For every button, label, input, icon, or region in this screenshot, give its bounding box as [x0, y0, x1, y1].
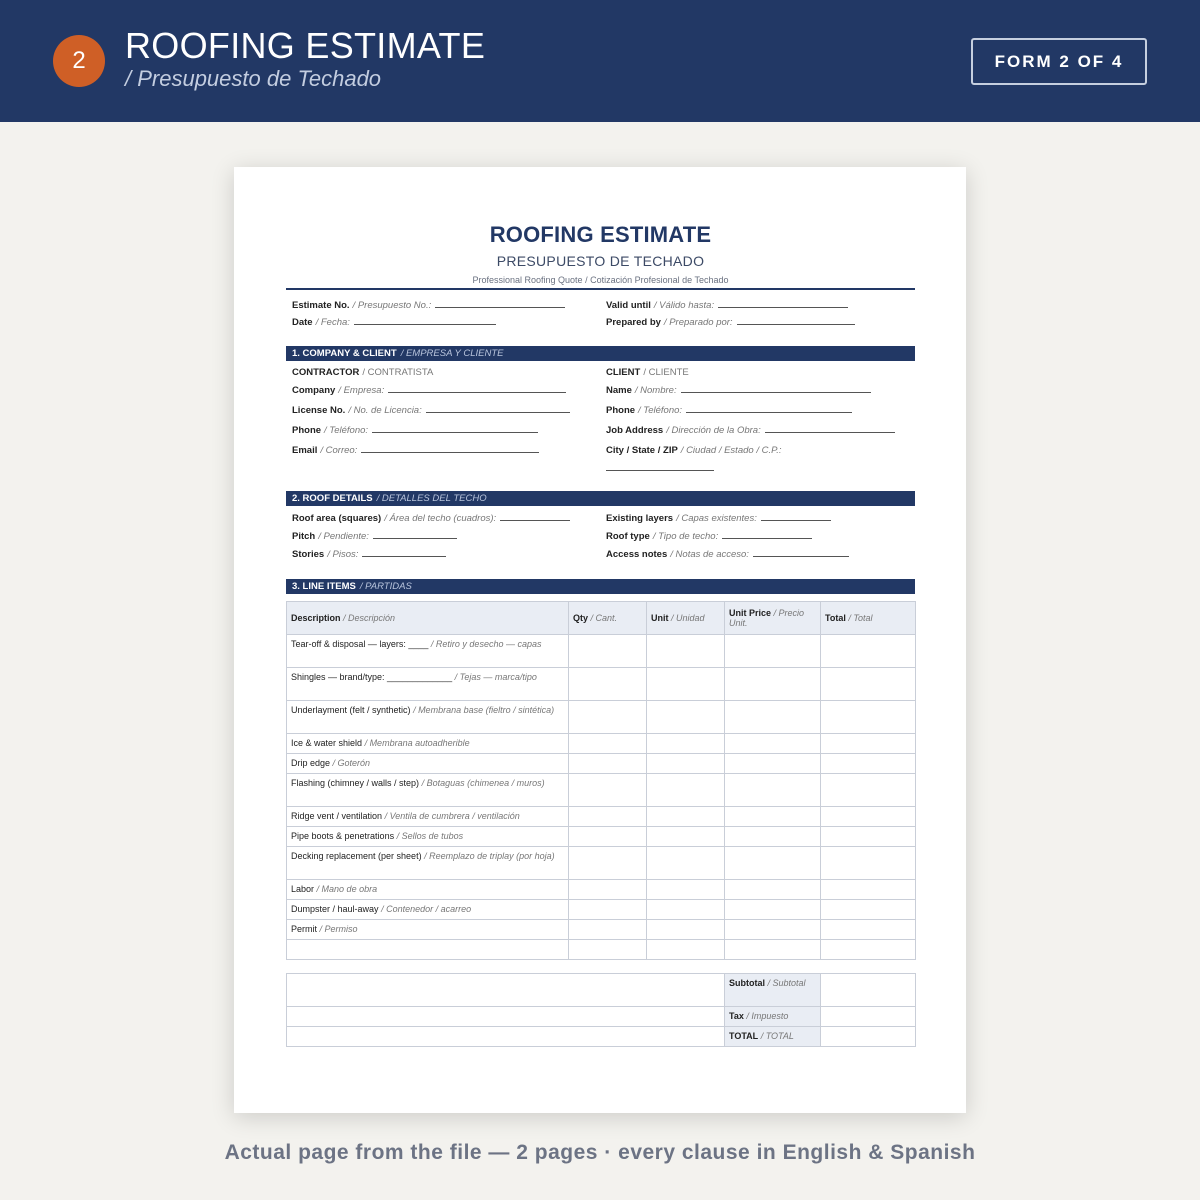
fill-line: [765, 425, 895, 433]
field-label-es: / Fecha:: [315, 317, 350, 328]
table-row: [287, 734, 916, 754]
field-label: Email: [292, 445, 318, 456]
item-label-es: / Ventila de cumbrera / ventilación: [384, 811, 520, 821]
unit-price-cell: [725, 754, 821, 774]
contractor-heading: [292, 367, 433, 378]
unit-cell: [647, 900, 725, 920]
unit-price-cell: [725, 900, 821, 920]
table-header-row: [287, 602, 916, 635]
doc-tagline: Professional Roofing Quote / Cotización Profesional de Techado: [472, 275, 729, 285]
blank-cell: [287, 974, 725, 1007]
item-label: Decking replacement (per sheet): [291, 851, 422, 861]
total-label-es: / Impuesto: [746, 1011, 789, 1021]
total-cell: [821, 847, 916, 880]
item-description: [287, 668, 569, 701]
totals-table: [286, 973, 916, 1047]
total-label-es: / TOTAL: [760, 1031, 794, 1041]
field-label: Pitch: [292, 531, 316, 542]
section-title: 2. ROOF DETAILS: [292, 493, 373, 504]
section-title: 1. COMPANY & CLIENT: [292, 348, 397, 359]
unit-price-cell: [725, 701, 821, 734]
item-label: Underlayment (felt / synthetic): [291, 705, 411, 715]
fill-line: [435, 300, 565, 308]
item-description: [287, 774, 569, 807]
col-header-qty: [569, 602, 647, 635]
tax-label: [725, 1007, 821, 1027]
group-heading-es: / CONTRATISTA: [362, 367, 434, 378]
table-row: [287, 900, 916, 920]
grand-total-label: [725, 1027, 821, 1047]
item-label-es: / Mano de obra: [316, 884, 378, 894]
item-description: [287, 920, 569, 940]
fill-line: [761, 513, 831, 521]
field-label-es: / No. de Licencia:: [348, 405, 422, 416]
section-roof-details: [286, 491, 915, 506]
field-label: Estimate No.: [292, 300, 350, 311]
item-label-es: / Botaguas (chimenea / muros): [421, 778, 545, 788]
subtotal-label: [725, 974, 821, 1007]
email-field: [292, 445, 539, 456]
field-label-es: / Empresa:: [338, 385, 385, 396]
item-description: [287, 754, 569, 774]
total-cell: [821, 668, 916, 701]
fill-line: [681, 385, 871, 393]
field-label: Date: [292, 317, 313, 328]
field-label: Phone: [292, 425, 322, 436]
field-label-es: / Nombre:: [634, 385, 677, 396]
pitch-field: [292, 531, 457, 542]
unit-price-cell: [725, 940, 821, 960]
item-label-es: / Membrana autoadherible: [364, 738, 470, 748]
unit-cell: [647, 940, 725, 960]
grand-total-row: [287, 1027, 916, 1047]
unit-price-cell: [725, 847, 821, 880]
roof-type-field: [606, 531, 812, 542]
group-heading-es: / CLIENTE: [643, 367, 689, 378]
subtotal-row: [287, 974, 916, 1007]
fill-line: [373, 531, 457, 539]
fill-line: [354, 317, 496, 325]
field-label-es: / Válido hasta:: [653, 300, 715, 311]
field-label: Company: [292, 385, 336, 396]
item-label: Ridge vent / ventilation: [291, 811, 383, 821]
item-label: Dumpster / haul-away: [291, 904, 379, 914]
field-label: Roof type: [606, 531, 650, 542]
section-title-es: / EMPRESA Y CLIENTE: [400, 348, 504, 359]
banner-subtitle: / Presupuesto de Techado: [125, 66, 382, 91]
col-label-es: / Cant.: [590, 613, 618, 623]
field-label: Prepared by: [606, 317, 661, 328]
field-label: Access notes: [606, 549, 668, 560]
qty-cell: [569, 827, 647, 847]
col-label: Total: [825, 613, 846, 623]
total-cell: [821, 701, 916, 734]
company-field: [292, 385, 566, 396]
item-description: [287, 940, 569, 960]
fill-line: [722, 531, 812, 539]
col-header-description: [287, 602, 569, 635]
fill-line: [500, 513, 570, 521]
field-label: Valid until: [606, 300, 651, 311]
fill-line: [426, 405, 570, 413]
banner-title: ROOFING ESTIMATE: [125, 25, 486, 66]
group-heading: CLIENT: [606, 367, 641, 378]
table-row: [287, 701, 916, 734]
table-row: [287, 847, 916, 880]
unit-cell: [647, 635, 725, 668]
roof-area-field: [292, 513, 570, 524]
field-label: City / State / ZIP: [606, 445, 678, 456]
tax-row: [287, 1007, 916, 1027]
col-label: Unit: [651, 613, 669, 623]
field-label-es: / Área del techo (cuadros):: [384, 513, 497, 524]
field-label-es: / Teléfono:: [638, 405, 683, 416]
unit-cell: [647, 827, 725, 847]
field-label-es: / Preparado por:: [663, 317, 733, 328]
unit-cell: [647, 668, 725, 701]
fill-line: [362, 549, 446, 557]
item-label: Permit: [291, 924, 318, 934]
qty-cell: [569, 754, 647, 774]
item-label-es: / Reemplazo de triplay (por hoja): [424, 851, 555, 861]
client-heading: [606, 367, 689, 378]
item-label-es: / Membrana base (fieltro / sintética): [413, 705, 555, 715]
existing-layers-field: [606, 513, 831, 524]
section-line-items: [286, 579, 915, 594]
table-row: [287, 940, 916, 960]
contractor-phone-field: [292, 425, 538, 436]
tax-value-cell: [821, 1007, 916, 1027]
blank-cell: [287, 1027, 725, 1047]
col-header-total: [821, 602, 916, 635]
fill-line: [686, 405, 852, 413]
item-label-es: / Retiro y desecho — capas: [430, 639, 542, 649]
field-label-es: / Tipo de techo:: [652, 531, 719, 542]
subtotal-value-cell: [821, 974, 916, 1007]
estimate-no-field: [292, 300, 565, 311]
prepared-by-field: [606, 317, 855, 328]
unit-price-cell: [725, 774, 821, 807]
field-label: Roof area (squares): [292, 513, 382, 524]
field-label-es: / Ciudad / Estado / C.P.:: [680, 445, 782, 456]
total-label: Subtotal: [729, 978, 765, 988]
total-cell: [821, 635, 916, 668]
unit-cell: [647, 734, 725, 754]
unit-cell: [647, 774, 725, 807]
col-header-unit-price: [725, 602, 821, 635]
field-label: Job Address: [606, 425, 664, 436]
section-title-es: / PARTIDAS: [359, 581, 412, 592]
total-cell: [821, 734, 916, 754]
unit-price-cell: [725, 827, 821, 847]
table-row: [287, 635, 916, 668]
job-address-field: [606, 425, 895, 436]
total-label: Tax: [729, 1011, 744, 1021]
col-label: Qty: [573, 613, 589, 623]
section-title: 3. LINE ITEMS: [292, 581, 356, 592]
fill-line: [753, 549, 849, 557]
item-label-es: / Goterón: [332, 758, 371, 768]
item-label: Drip edge: [291, 758, 331, 768]
item-label-es: / Permiso: [319, 924, 358, 934]
unit-cell: [647, 847, 725, 880]
unit-price-cell: [725, 635, 821, 668]
grand-total-value-cell: [821, 1027, 916, 1047]
qty-cell: [569, 880, 647, 900]
total-label: TOTAL: [729, 1031, 759, 1041]
access-notes-field: [606, 549, 849, 560]
group-heading: CONTRACTOR: [292, 367, 360, 378]
city-state-zip-field: [606, 445, 781, 456]
col-label-es: / Total: [848, 613, 873, 623]
total-cell: [821, 880, 916, 900]
field-label-es: / Pisos:: [327, 549, 359, 560]
total-cell: [821, 774, 916, 807]
qty-cell: [569, 900, 647, 920]
unit-cell: [647, 920, 725, 940]
total-label-es: / Subtotal: [767, 978, 806, 988]
item-description: [287, 880, 569, 900]
col-label-es: / Descripción: [343, 613, 396, 623]
field-label-es: / Pendiente:: [318, 531, 369, 542]
unit-price-cell: [725, 880, 821, 900]
field-label-es: / Notas de acceso:: [670, 549, 749, 560]
item-label-es: / Contenedor / acarreo: [381, 904, 472, 914]
total-cell: [821, 754, 916, 774]
table-row: [287, 827, 916, 847]
col-label: Unit Price: [729, 608, 772, 618]
total-cell: [821, 807, 916, 827]
client-name-field: [606, 385, 871, 396]
unit-price-cell: [725, 734, 821, 754]
qty-cell: [569, 774, 647, 807]
item-label: Pipe boots & penetrations: [291, 831, 395, 841]
field-label: Phone: [606, 405, 636, 416]
col-header-unit: [647, 602, 725, 635]
item-description: [287, 701, 569, 734]
table-row: [287, 774, 916, 807]
field-label-es: / Teléfono:: [324, 425, 369, 436]
unit-price-cell: [725, 920, 821, 940]
item-label: Tear-off & disposal — layers: ____: [291, 639, 429, 649]
step-badge: 2: [53, 35, 105, 87]
table-row: [287, 807, 916, 827]
client-phone-field: [606, 405, 852, 416]
item-description: [287, 734, 569, 754]
field-label: Stories: [292, 549, 325, 560]
unit-cell: [647, 701, 725, 734]
field-label-es: / Presupuesto No.:: [352, 300, 432, 311]
qty-cell: [569, 807, 647, 827]
field-label-es: / Dirección de la Obra:: [666, 425, 761, 436]
qty-cell: [569, 847, 647, 880]
section-company-client: [286, 346, 915, 361]
top-banner: [0, 0, 1200, 122]
field-label-es: / Correo:: [320, 445, 358, 456]
item-label: Shingles — brand/type: _____________: [291, 672, 453, 682]
qty-cell: [569, 668, 647, 701]
table-row: [287, 880, 916, 900]
table-row: [287, 668, 916, 701]
title-rule: [286, 288, 915, 290]
item-description: [287, 807, 569, 827]
qty-cell: [569, 701, 647, 734]
qty-cell: [569, 940, 647, 960]
blank-cell: [287, 1007, 725, 1027]
total-cell: [821, 827, 916, 847]
field-label: License No.: [292, 405, 346, 416]
field-label-es: / Capas existentes:: [676, 513, 757, 524]
date-field: [292, 317, 496, 328]
table-row: [287, 920, 916, 940]
fill-line: [718, 300, 848, 308]
fill-line: [737, 317, 855, 325]
unit-cell: [647, 880, 725, 900]
license-field: [292, 405, 570, 416]
item-label: Ice & water shield: [291, 738, 363, 748]
fill-line: [361, 445, 539, 453]
col-label-es: / Precio Unit.: [729, 608, 805, 628]
item-description: [287, 900, 569, 920]
unit-price-cell: [725, 807, 821, 827]
total-cell: [821, 920, 916, 940]
fill-line: [606, 470, 714, 471]
section-title-es: / DETALLES DEL TECHO: [376, 493, 487, 504]
item-description: [287, 827, 569, 847]
fill-line: [372, 425, 538, 433]
footer-caption: Actual page from the file — 2 pages · every clause in English & Spanish: [224, 1141, 976, 1164]
qty-cell: [569, 734, 647, 754]
document-page: [234, 167, 966, 1113]
unit-cell: [647, 807, 725, 827]
doc-subtitle: PRESUPUESTO DE TECHADO: [496, 253, 705, 269]
col-label-es: / Unidad: [671, 613, 705, 623]
item-label-es: / Sellos de tubos: [396, 831, 464, 841]
item-description: [287, 847, 569, 880]
form-count-chip: FORM 2 OF 4: [971, 38, 1147, 85]
col-label: Description: [291, 613, 341, 623]
item-label-es: / Tejas — marca/tipo: [454, 672, 537, 682]
item-label: Flashing (chimney / walls / step): [291, 778, 420, 788]
item-description: [287, 635, 569, 668]
line-items-body: [287, 635, 916, 960]
valid-until-field: [606, 300, 848, 311]
field-label: Name: [606, 385, 632, 396]
unit-price-cell: [725, 668, 821, 701]
fill-line: [388, 385, 566, 393]
line-items-table: [286, 601, 916, 960]
qty-cell: [569, 635, 647, 668]
table-row: [287, 754, 916, 774]
item-label: Labor: [291, 884, 315, 894]
doc-title: ROOFING ESTIMATE: [489, 222, 712, 247]
unit-cell: [647, 754, 725, 774]
total-cell: [821, 940, 916, 960]
total-cell: [821, 900, 916, 920]
field-label: Existing layers: [606, 513, 674, 524]
stories-field: [292, 549, 446, 560]
qty-cell: [569, 920, 647, 940]
